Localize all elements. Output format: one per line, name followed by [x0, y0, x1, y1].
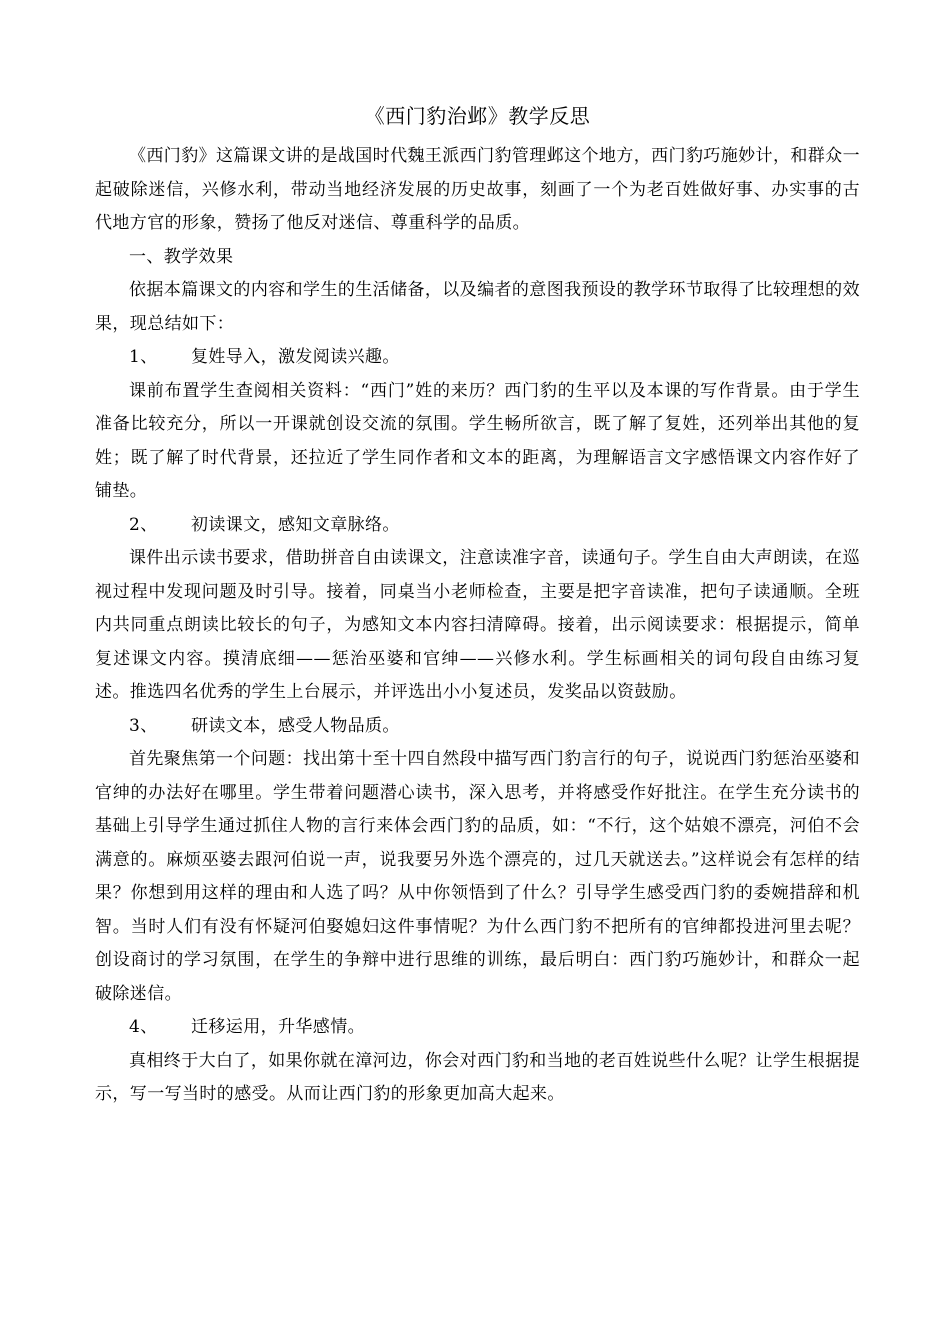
item-number: 3、 [129, 715, 158, 736]
item-body-1: 课前布置学生查阅相关资料：“西门”姓的来历？西门豹的生平以及本课的写作背景。由于学生准备比较充分，所以一开课就创设交流的氛围。学生畅所欲言，既了解了复姓，还列举出其他的复姓；既了解了时代背景，还拉近了学生同作者和文本的距离，为理解语言文字感悟课文内容作好了铺垫。 [95, 380, 860, 501]
item-number: 2、 [129, 514, 158, 535]
item-number: 4、 [129, 1017, 158, 1037]
item-number: 1、 [129, 347, 158, 367]
item-body-2: 课件出示读书要求，借助拼音自由读课文，注意读准字音，读通句子。学生自由大声朗读，在巡视过程中发现问题及时引导。接着，同桌当小老师检查，主要是把字音读准，把句子读通顺。全班内共同重点朗读比较长的句子，为感知文本内容扫清障碍。接着，出示阅读要求：根据提示，简单复述课文内容。摸清底细——惩治巫婆和官绅——兴修水利。学生标画相关的词句段自由练习复述。推选四名优秀的学生上台展示，并评选出小小复述员，发奖品以资鼓励。 [95, 548, 860, 702]
item-body-4: 真相终于大白了，如果你就在漳河边，你会对西门豹和当地的老百姓说些什么呢？让学生根据提示，写一写当时的感受。从而让西门豹的形象更加高大起来。 [95, 1050, 860, 1104]
item-heading-text: 复姓导入，激发阅读兴趣。 [191, 347, 400, 367]
item-body-3: 首先聚焦第一个问题：找出第十至十四自然段中描写西门豹言行的句子，说说西门豹惩治巫婆和官绅的办法好在哪里。学生带着问题潜心读书，深入思考，并将感受作好批注。在学生充分读书的基础上引导学生通过抓住人物的言行来体会西门豹的品质，如：“不行，这个姑娘不漂亮，河伯不会满意的。麻烦巫婆去跟河伯说一声，说我要另外选个漂亮的，过几天就送去。”这样说会有怎样的结果？你想到用这样的理由和人选了吗？从中你领悟到了什么？引导学生感受西门豹的委婉措辞和机智。当时人们有没有怀疑河伯娶媳妇这件事情呢？为什么西门豹不把所有的官绅都投进河里去呢？创设商讨的学习氛围，在学生的争辩中进行思维的训练，最后明白：西门豹巧施妙计，和群众一起破除迷信。 [95, 749, 860, 1004]
document-page [95, 96, 860, 1112]
item-heading-2 [95, 509, 860, 543]
section-intro-paragraph: 依据本篇课文的内容和学生的生活储备，以及编者的意图我预设的教学环节取得了比较理想的效果，现总结如下： [95, 280, 860, 334]
document-title: 《西门豹治邺》教学反思 [364, 104, 591, 128]
item-heading-3 [95, 710, 860, 744]
item-heading-text: 初读课文，感知文章脉络。 [191, 514, 400, 535]
item-heading-text: 迁移运用，升华感情。 [191, 1017, 365, 1037]
item-heading-1 [95, 341, 860, 375]
item-heading-4 [95, 1011, 860, 1045]
item-heading-text: 研读文本，感受人物品质。 [191, 715, 400, 736]
section-heading: 一、教学效果 [129, 246, 234, 267]
intro-paragraph: 《西门豹》这篇课文讲的是战国时代魏王派西门豹管理邺这个地方，西门豹巧施妙计，和群众一起破除迷信，兴修水利，带动当地经济发展的历史故事，刻画了一个为老百姓做好事、办实事的古代地方官的形象，赞扬了他反对迷信、尊重科学的品质。 [95, 146, 860, 233]
